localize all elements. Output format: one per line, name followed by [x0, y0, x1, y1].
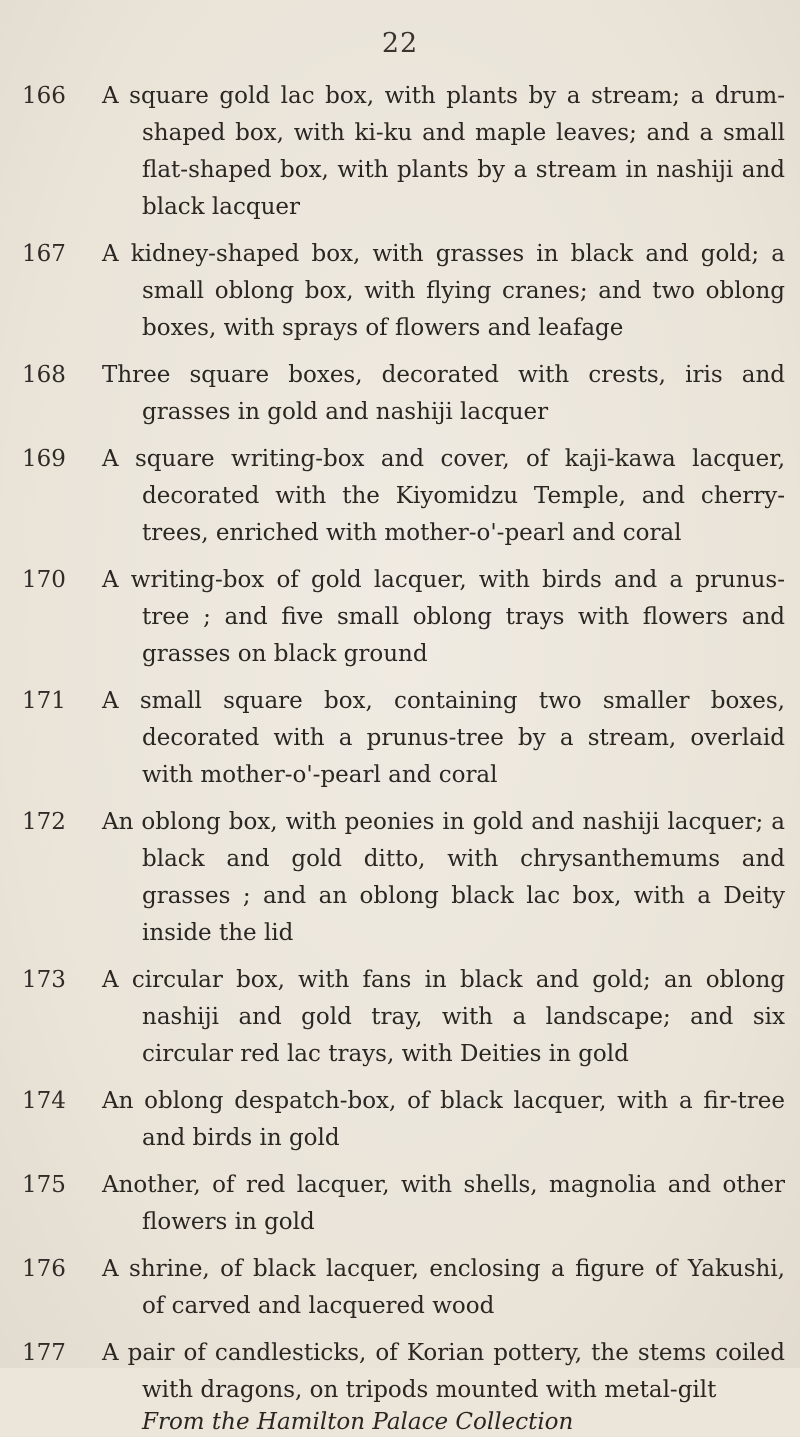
lot-description: An oblong despatch-box, of black lacquer, with a fir-tree and birds in gold	[102, 1088, 785, 1151]
lot-entry-176	[0, 1251, 800, 1325]
lot-entry-169	[0, 441, 800, 552]
lot-number: 172	[22, 809, 66, 835]
lot-entry-173	[0, 962, 800, 1073]
lot-description: Another, of red lacquer, with shells, magnolia and other flowers in gold	[102, 1172, 785, 1235]
lot-entry-177	[0, 1335, 800, 1437]
lot-number: 169	[22, 446, 66, 472]
lot-entry-174	[0, 1083, 800, 1157]
lot-number: 173	[22, 967, 66, 993]
lot-description: A square writing-box and cover, of kaji-kawa lacquer, decorated with the Kiyomidzu Temple, and cherry-trees, enriched with mother-o'-pearl and coral	[102, 446, 785, 546]
lot-entry-170	[0, 562, 800, 673]
lot-entry-167	[0, 236, 800, 347]
lot-description: Three square boxes, decorated with crests, iris and grasses in gold and nashiji lacquer	[102, 362, 785, 425]
lot-number: 177	[22, 1340, 66, 1366]
lot-description: A square gold lac box, with plants by a stream; a drum-shaped box, with ki-ku and maple leaves; and a small flat-shaped box, with plants by a stream in nashiji and black lacquer	[102, 83, 785, 220]
lot-description: A pair of candlesticks, of Korian pottery, the stems coiled with dragons, on tripods mounted with metal-gilt	[102, 1340, 785, 1403]
lot-description: A small square box, containing two smaller boxes, decorated with a prunus-tree by a stream, overlaid with mother-o'-pearl and coral	[102, 688, 785, 788]
lot-number: 170	[22, 567, 66, 593]
lot-entry-171	[0, 683, 800, 794]
lot-number: 175	[22, 1172, 66, 1198]
lot-entry-172	[0, 804, 800, 952]
lot-entry-175	[0, 1167, 800, 1241]
lot-number: 168	[22, 362, 66, 388]
lot-number: 171	[22, 688, 66, 714]
lot-description: A writing-box of gold lacquer, with birds and a prunus-tree ; and five small oblong trays with flowers and grasses on black ground	[102, 567, 785, 667]
lot-list	[0, 78, 800, 1437]
lot-number: 167	[22, 241, 66, 267]
lot-description: A kidney-shaped box, with grasses in black and gold; a small oblong box, with flying cranes; and two oblong boxes, with sprays of flowers and leafage	[102, 241, 785, 341]
lot-number: 166	[22, 83, 66, 109]
page-number: 22	[381, 28, 419, 59]
lot-entry-168	[0, 357, 800, 431]
provenance-note: From the Hamilton Palace Collection	[142, 1409, 574, 1435]
lot-entry-166	[0, 78, 800, 226]
lot-number: 176	[22, 1256, 66, 1282]
lot-number: 174	[22, 1088, 66, 1114]
lot-description: A shrine, of black lacquer, enclosing a figure of Yakushi, of carved and lacquered wood	[102, 1256, 785, 1319]
lot-description: An oblong box, with peonies in gold and nashiji lacquer; a black and gold ditto, with chrysanthemums and grasses ; and an oblong black lac box, with a Deity inside the lid	[102, 809, 785, 946]
lot-description: A circular box, with fans in black and gold; an oblong nashiji and gold tray, with a landscape; and six circular red lac trays, with Deities in gold	[102, 967, 785, 1067]
